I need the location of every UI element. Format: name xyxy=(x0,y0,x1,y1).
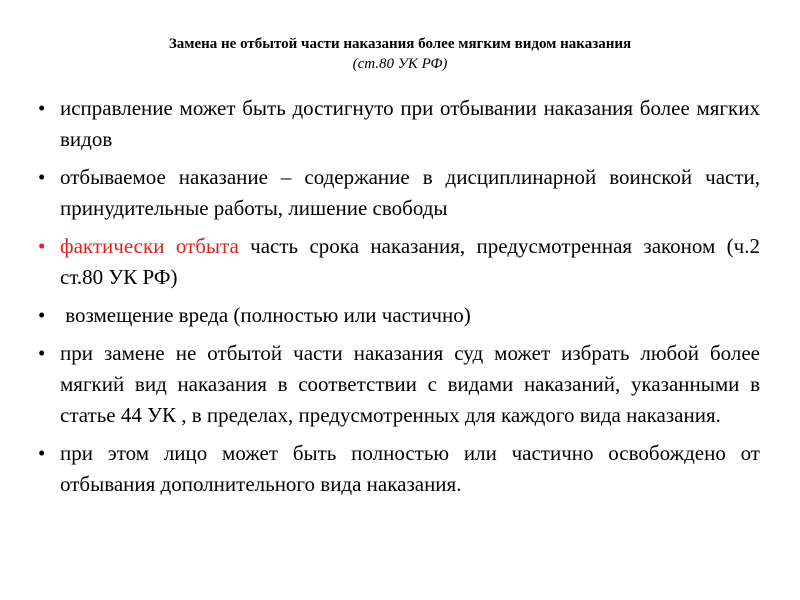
bullet-icon: • xyxy=(38,165,46,189)
bullet-text-4: возмещение вреда (полностью или частично) xyxy=(60,303,471,327)
bullet-item-6 xyxy=(38,438,760,500)
bullet-text-5: при замене не отбытой части наказания суд может избрать любой более мягкий вид наказания в соответствии с видами наказаний, указанными в статье 44 УК , в пределах, предусмотренных для каждого вида наказания. xyxy=(60,341,760,427)
bullet-item-5 xyxy=(38,338,760,431)
bullet-list xyxy=(38,93,760,505)
bullet-item-3 xyxy=(38,231,760,293)
highlight-text: фактически отбыта xyxy=(60,234,239,258)
bullet-icon: • xyxy=(38,96,46,120)
title-block xyxy=(40,34,760,74)
bullet-text-3: часть срока наказания, предусмотренная законом (ч.2 ст.80 УК РФ) xyxy=(60,234,760,289)
slide-title: Замена не отбытой части наказания более мягким видом наказания xyxy=(168,36,632,52)
bullet-icon: • xyxy=(38,441,46,465)
bullet-text-1: исправление может быть достигнуто при отбывании наказания более мягких видов xyxy=(60,96,760,151)
bullet-icon: • xyxy=(38,303,46,327)
bullet-item-2 xyxy=(38,162,760,224)
slide-subtitle: (ст.80 УК РФ) xyxy=(352,56,448,72)
bullet-text-6: при этом лицо может быть полностью или частично освобождено от отбывания дополнительного вида наказания. xyxy=(60,441,760,496)
bullet-item-4 xyxy=(38,300,760,331)
bullet-icon: • xyxy=(38,341,46,365)
bullet-icon-red: • xyxy=(38,234,46,258)
bullet-text-2: отбываемое наказание – содержание в дисциплинарной воинской части, принудительные работы, лишение свободы xyxy=(60,165,760,220)
bullet-item-1 xyxy=(38,93,760,155)
